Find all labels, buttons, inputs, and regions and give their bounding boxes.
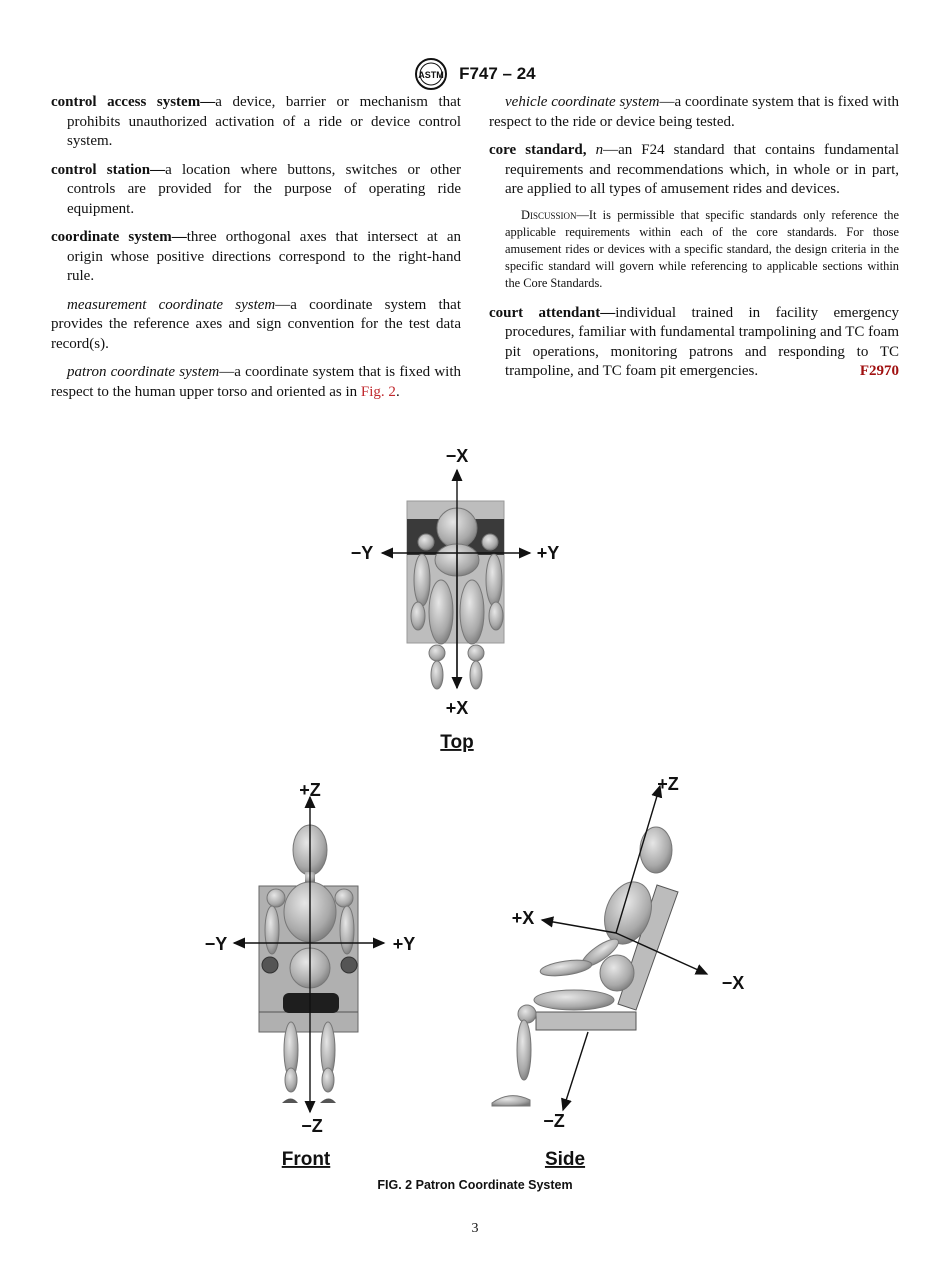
fig2-link[interactable]: Fig. 2	[360, 383, 396, 400]
definition-vehicle-coordinate-system: vehicle coordinate system—a coordinate system that is fixed with respect to the ride or device being tested.	[489, 94, 899, 130]
definition-control-station: control station—a location where buttons, switches or other controls are provided for the purpose of operating ride equipment.	[51, 161, 462, 217]
right-column	[489, 93, 899, 391]
top-view-label: Top	[440, 732, 474, 753]
definition-measurement-coordinate-system: measurement coordinate system—a coordinate system that provides the reference axes and sign convention for the test data record(s).	[51, 296, 461, 352]
page-number: 3	[471, 1221, 479, 1236]
document-designation: F747 – 24	[459, 64, 536, 83]
left-column	[51, 93, 461, 411]
front-neg-z-label: −Z	[301, 1116, 323, 1136]
side-view	[492, 774, 744, 1170]
front-pos-y-label: +Y	[392, 934, 416, 954]
front-neg-y-label: −Y	[204, 934, 228, 954]
top-neg-x-label: −X	[445, 446, 469, 466]
page-header	[0, 57, 950, 91]
top-pos-x-label: +X	[445, 698, 469, 718]
side-pos-z-label: +Z	[657, 774, 679, 794]
front-pos-z-label: +Z	[299, 780, 321, 800]
patron-coordinate-diagram	[0, 420, 950, 1180]
figure-2	[0, 420, 950, 1180]
definition-patron-coordinate-system: patron coordinate system—a coordinate system that is fixed with respect to the human upper torso and oriented as in Fig. 2.	[51, 364, 461, 400]
figure-caption: FIG. 2 Patron Coordinate System	[377, 1178, 573, 1192]
top-pos-y-label: +Y	[536, 543, 560, 563]
definition-court-attendant: court attendant—individual trained in facility emergency procedures, familiar with fundamental trampolining and TC foam pit operations, monitoring patrons and responding to TC trampoline, and TC foam pit emergencies. F2970	[489, 304, 899, 382]
f2970-reference-link[interactable]: F2970	[859, 363, 899, 379]
side-pos-x-label: +X	[511, 908, 535, 928]
top-view	[351, 446, 560, 753]
definition-coordinate-system: coordinate system—three orthogonal axes that intersect at an origin whose positive directions correspond to the right-hand rule.	[51, 229, 461, 284]
svg-text:ASTM: ASTM	[418, 70, 445, 80]
definition-core-standard: core standard, n—an F24 standard that contains fundamental requirements and recommendations which, in whole or in part, are applied to all types of amusement rides and devices.	[489, 142, 899, 197]
side-view-label: Side	[544, 1149, 586, 1170]
top-neg-y-label: −Y	[350, 543, 374, 563]
side-neg-z-label: −Z	[543, 1111, 565, 1131]
astm-logo-icon	[414, 57, 448, 91]
front-view	[205, 780, 416, 1170]
discussion-note: Discussion—It is permissible that specific standards only reference the applicable requirements within each of the core standards. For those amusement rides or devices with a specific standard, the design criteria in the specific standard will govern while referencing to applicable sections within the Core Standards.	[505, 207, 899, 290]
definition-control-access-system: control access system—a device, barrier or mechanism that prohibits unauthorized activation of a ride or device control system.	[51, 94, 461, 149]
side-neg-x-label: −X	[721, 973, 745, 993]
front-view-label: Front	[281, 1149, 331, 1170]
